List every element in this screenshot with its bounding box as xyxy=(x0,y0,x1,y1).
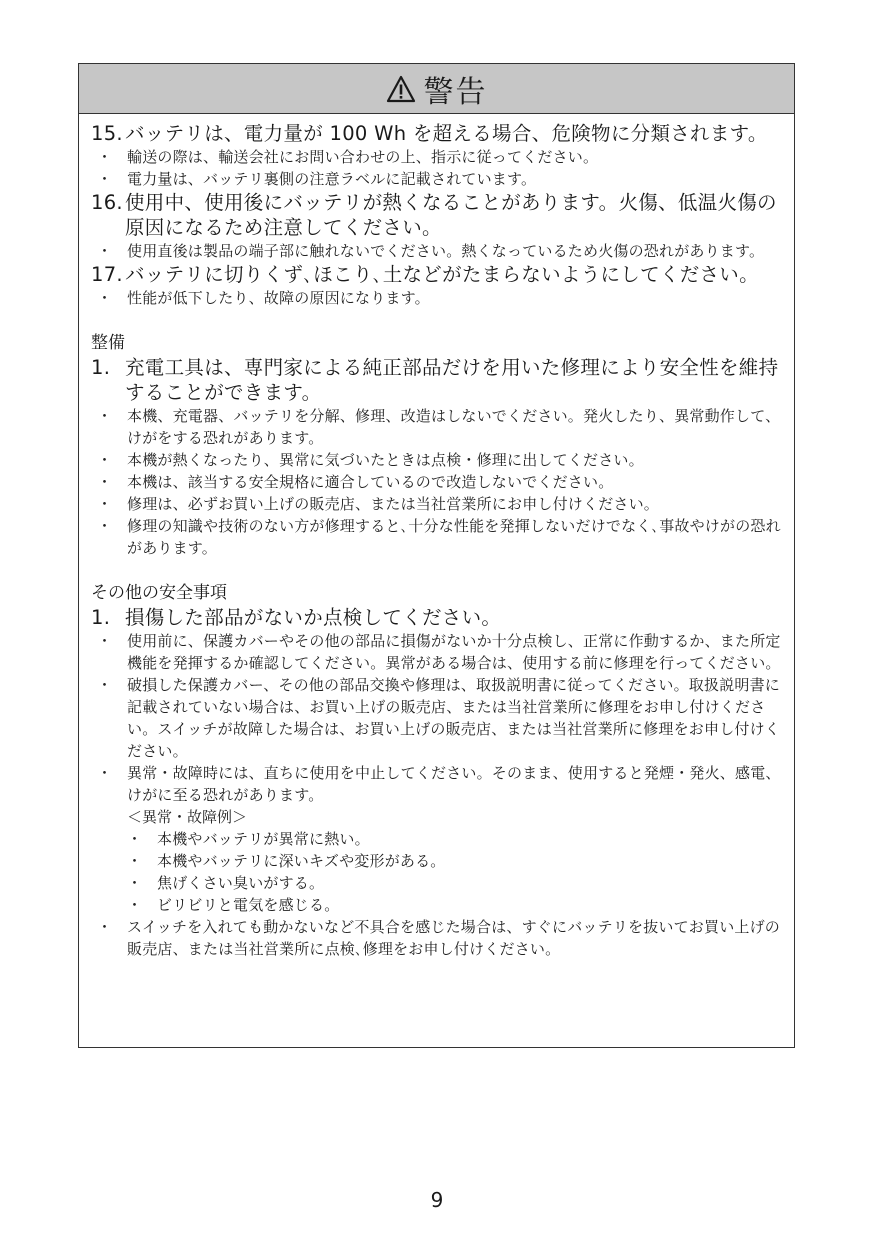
bullet-mark: ・ xyxy=(97,473,113,491)
numbered-item xyxy=(91,121,782,146)
list-item: ・ 使用前に、保護カバーやその他の部品に損傷がないか十分点検し、正常に作動するか、また所定機能を発揮するか確認してください。異常がある場合は、使用する前に修理を行ってください。 xyxy=(97,632,781,672)
bullet-list xyxy=(91,287,782,309)
item-number: 16. xyxy=(91,191,123,214)
list-item: ・ 本機が熱くなったり、異常に気づいたときは点検・修理に出してください。 xyxy=(97,451,644,469)
bullet-mark: ・ xyxy=(97,242,113,260)
bullet-mark: ・ xyxy=(97,451,113,469)
list-item: ・ 本機やバッテリに深いキズや変形がある。 xyxy=(127,852,446,870)
bullet-list xyxy=(91,240,782,262)
item-text: バッテリに切りくず､ほこり､土などがたまらないようにしてください。 xyxy=(125,263,759,286)
bullet-mark: ・ xyxy=(97,407,113,425)
list-item: ・ 焦げくさい臭いがする。 xyxy=(127,874,325,892)
bullet-mark: ・ xyxy=(127,874,143,892)
list-item: ・ 修理の知識や技術のない方が修理すると､十分な性能を発揮しないだけでなく､事故やけがの恐れがあります。 xyxy=(97,517,781,557)
examples-title: ＜異常・故障例＞ xyxy=(127,808,248,826)
section-title-maintenance: 整備 xyxy=(91,333,125,353)
item-text: 使用中、使用後にバッテリが熱くなることがあります。火傷、低温火傷の原因になるため注意してください。 xyxy=(125,191,777,239)
item-text: 損傷した部品がないか点検してください。 xyxy=(125,606,502,629)
numbered-item xyxy=(91,355,782,405)
warning-content xyxy=(79,114,794,960)
numbered-item xyxy=(91,262,782,287)
numbered-item xyxy=(91,605,782,630)
bullet-list xyxy=(91,630,782,806)
section-title-other-safety: その他の安全事項 xyxy=(91,583,227,603)
item-text: 充電工具は、専門家による純正部品だけを用いた修理により安全性を維持することができます。 xyxy=(125,356,779,404)
warning-title: 警告 xyxy=(423,74,488,110)
bullet-mark: ・ xyxy=(97,764,113,782)
page-number: 9 xyxy=(430,1188,444,1212)
bullet-mark: ・ xyxy=(97,632,113,650)
list-item: ・ 電力量は、バッテリ裏側の注意ラベルに記載されています。 xyxy=(97,170,537,188)
item-number: 15. xyxy=(91,122,123,145)
list-item: ・ 本機やバッテリが異常に熱い。 xyxy=(127,830,370,848)
bullet-mark: ・ xyxy=(97,918,113,936)
list-item: ・ 使用直後は製品の端子部に触れないでください。熱くなっているため火傷の恐れがあります。 xyxy=(97,242,765,260)
list-item: ・ 本機、充電器、バッテリを分解、修理、改造はしないでください。発火したり、異常動作して、けがをする恐れがあります。 xyxy=(97,407,781,447)
bullet-mark: ・ xyxy=(127,896,143,914)
list-item: ・ スイッチを入れても動かないなど不具合を感じた場合は、すぐにバッテリを抜いてお買い上げの販売店、または当社営業所に点検､修理をお申し付けください。 xyxy=(97,918,781,958)
bullet-list xyxy=(91,146,782,190)
bullet-list xyxy=(91,916,782,960)
warning-triangle-icon xyxy=(386,75,416,103)
bullet-list xyxy=(91,405,782,559)
numbered-item xyxy=(91,190,782,240)
list-item: ・ ビリビリと電気を感じる。 xyxy=(127,896,340,914)
list-item: ・ 破損した保護カバー、その他の部品交換や修理は、取扱説明書に従ってください。取扱説明書に記載されていない場合は、お買い上げの販売店、または当社営業所に修理をお申し付けください。スイッチが故障した場合は、お買い上げの販売店、または当社営業所に修理をお申し付けください。 xyxy=(97,676,781,760)
bullet-mark: ・ xyxy=(97,289,113,307)
example-list xyxy=(121,828,782,916)
bullet-mark: ・ xyxy=(97,170,113,188)
list-item: ・ 異常・故障時には、直ちに使用を中止してください。そのまま、使用すると発煙・発火、感電、けがに至る恐れがあります。 xyxy=(97,764,781,804)
list-item: ・ 本機は、該当する安全規格に適合しているので改造しないでください。 xyxy=(97,473,614,491)
item-number: 1. xyxy=(91,606,111,629)
bullet-mark: ・ xyxy=(97,495,113,513)
bullet-mark: ・ xyxy=(97,517,113,535)
warning-box xyxy=(78,63,795,1048)
warning-header xyxy=(79,64,794,114)
list-item: ・ 修理は、必ずお買い上げの販売店、または当社営業所にお申し付けください。 xyxy=(97,495,660,513)
item-number: 17. xyxy=(91,263,123,286)
bullet-mark: ・ xyxy=(97,148,113,166)
list-item: ・ 輸送の際は、輸送会社にお問い合わせの上、指示に従ってください。 xyxy=(97,148,599,166)
item-text: バッテリは、電力量が 100 Wh を超える場合、危険物に分類されます。 xyxy=(125,122,768,145)
bullet-mark: ・ xyxy=(127,852,143,870)
bullet-mark: ・ xyxy=(127,830,143,848)
list-item: ・ 性能が低下したり、故障の原因になります。 xyxy=(97,289,430,307)
item-number: 1. xyxy=(91,356,111,379)
bullet-mark: ・ xyxy=(97,676,113,694)
